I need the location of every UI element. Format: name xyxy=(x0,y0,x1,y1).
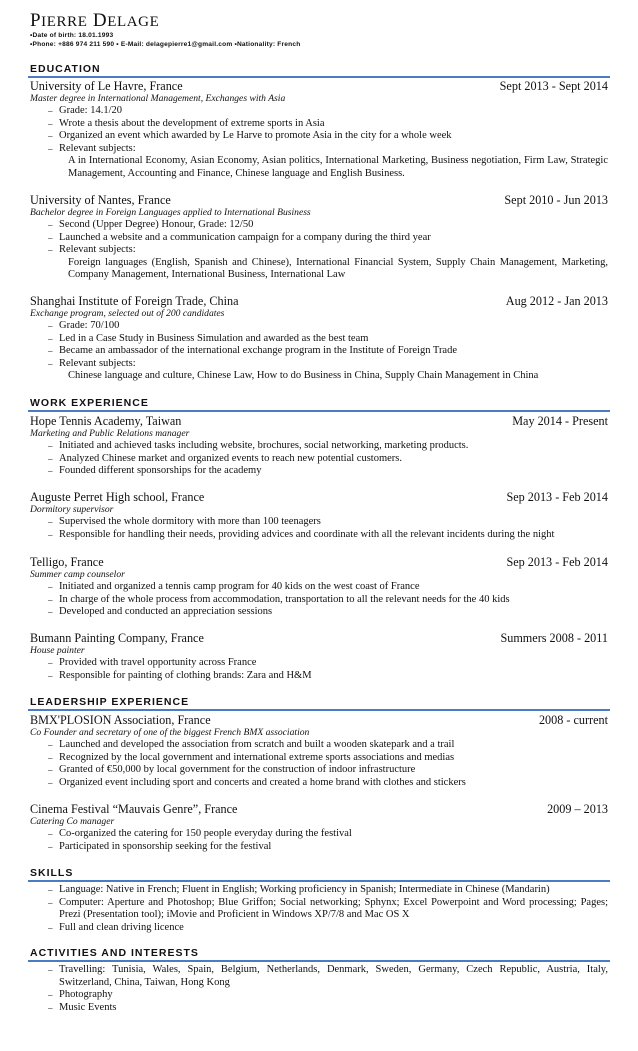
bullet-item: – Recognized by the local government and international extreme sports associations and medias xyxy=(48,752,608,765)
org-name: Bumann Painting Company, France xyxy=(30,631,204,645)
candidate-name xyxy=(30,10,159,33)
date-range: Aug 2012 - Jan 2013 xyxy=(505,294,608,308)
education-entry-2 xyxy=(30,194,608,282)
bullet-item: – Organized event including sport and concerts and created a home brand with clothes and stickers xyxy=(48,777,608,790)
org-name: University of Le Havre, France xyxy=(30,79,183,93)
bullet-item: – Relevant subjects: xyxy=(48,358,608,371)
bullet-item: – Became an ambassador of the international exchange program in the Institute of Foreign Trade xyxy=(48,345,608,358)
degree-title: Bachelor degree in Foreign Languages applied to International Business xyxy=(30,207,311,218)
date-range: Summers 2008 - 2011 xyxy=(500,631,608,645)
bullet-item: – Second (Upper Degree) Honour, Grade: 12/50 xyxy=(48,219,608,232)
section-rule xyxy=(28,410,610,412)
bullet-item: – Granted of €50,000 by local government for the construction of indoor infrastructure xyxy=(48,764,608,777)
bullet-item: – Relevant subjects: xyxy=(48,143,608,156)
date-range: 2008 - current xyxy=(538,713,608,727)
name-initial-last: D xyxy=(92,10,108,31)
bullet-item: – Responsible for painting of clothing brands: Zara and H&M xyxy=(48,670,608,683)
name-last-rest: ELAGE xyxy=(107,14,160,30)
section-rule xyxy=(28,960,610,962)
date-range: 2009 – 2013 xyxy=(547,802,608,816)
date-range: Sep 2013 - Feb 2014 xyxy=(506,555,608,569)
date-range: Sept 2010 - Jun 2013 xyxy=(504,193,608,207)
bullet-item: – Launched a website and a communication campaign for a company during the third year xyxy=(48,232,608,245)
activities-list xyxy=(30,964,608,1014)
bullet-item: – Wrote a thesis about the development of extreme sports in Asia xyxy=(48,118,608,131)
bullet-item: – Full and clean driving licence xyxy=(48,922,608,935)
job-title: Dormitory supervisor xyxy=(30,504,114,515)
section-rule xyxy=(28,76,610,78)
work-entry-4 xyxy=(30,632,608,682)
section-heading-education: EDUCATION xyxy=(30,63,101,75)
bullet-item: – Participated in sponsorship seeking for the festival xyxy=(48,841,608,854)
relevant-subjects: Foreign languages (English, Spanish and Chinese), International Financial System, Supply Chain Management, Marketing, Company Management, International Business, International Law xyxy=(68,256,608,281)
bullet-item: – Relevant subjects: xyxy=(48,244,608,257)
job-title: Marketing and Public Relations manager xyxy=(30,428,190,439)
bullet-item: – Language: Native in French; Fluent in English; Working proficiency in Spanish; Intermediate in Chinese (Mandarin) xyxy=(48,884,608,897)
date-range: May 2014 - Present xyxy=(512,414,608,428)
org-name: University of Nantes, France xyxy=(30,193,171,207)
program-title: Exchange program, selected out of 200 candidates xyxy=(30,308,225,319)
date-range: Sep 2013 - Feb 2014 xyxy=(506,490,608,504)
section-heading-skills: SKILLS xyxy=(30,867,74,879)
name-first-rest: IERRE xyxy=(41,14,88,30)
education-entry-3 xyxy=(30,295,608,383)
date-range: Sept 2013 - Sept 2014 xyxy=(499,79,608,93)
bullet-item: – Provided with travel opportunity across France xyxy=(48,657,608,670)
education-entry-1 xyxy=(30,80,608,181)
birth-date-line: •Date of birth: 18.01.1993 xyxy=(30,32,114,39)
section-heading-leadership: LEADERSHIP EXPERIENCE xyxy=(30,696,190,708)
org-name: Hope Tennis Academy, Taiwan xyxy=(30,414,182,428)
org-name: Cinema Festival “Mauvais Genre”, France xyxy=(30,802,238,816)
bullet-item: – Launched and developed the association from scratch and built a wooden skatepark and a trail xyxy=(48,739,608,752)
bullet-item: – Founded different sponsorships for the academy xyxy=(48,465,608,478)
work-entry-3 xyxy=(30,556,608,619)
role-title: Co Founder and secretary of one of the biggest French BMX association xyxy=(30,727,310,738)
section-heading-work: WORK EXPERIENCE xyxy=(30,397,149,409)
bullet-item: – In charge of the whole process from accommodation, transportation to all the relevant needs for the 40 kids xyxy=(48,594,608,607)
contact-line: •Phone: +886 974 211 590 • E-Mail: delagepierre1@gmail.com •Nationality: French xyxy=(30,41,301,48)
section-rule xyxy=(28,880,610,882)
bullet-item: – Computer: Aperture and Photoshop; Blue Griffon; Social networking; Sphynx; Excel Powerpoint and Word processing; Pages; Prezi (Presentation tool); iMovie and Proficient in Windows XP/7/8 and Mac OS X xyxy=(48,897,608,922)
section-heading-activities: ACTIVITIES AND INTERESTS xyxy=(30,947,199,959)
bullet-item: – Photography xyxy=(48,989,608,1002)
bullet-item: – Supervised the whole dormitory with more than 100 teenagers xyxy=(48,516,608,529)
work-entry-1 xyxy=(30,415,608,478)
bullet-item: – Travelling: Tunisia, Wales, Spain, Belgium, Netherlands, Denmark, Sweden, Germany, Czech Republic, Austria, Italy, Switzerland, China, Taiwan, Hong Kong xyxy=(48,964,608,989)
org-name: Auguste Perret High school, France xyxy=(30,490,205,504)
bullet-item: – Initiated and achieved tasks including website, brochures, social networking, marketing products. xyxy=(48,440,608,453)
bullet-item: – Analyzed Chinese market and organized events to reach new potential customers. xyxy=(48,453,608,466)
job-title: House painter xyxy=(30,645,85,656)
relevant-subjects: Chinese language and culture, Chinese Law, How to do Business in China, Supply Chain Management in China xyxy=(68,370,539,382)
skills-list xyxy=(30,884,608,934)
degree-title: Master degree in International Management, Exchanges with Asia xyxy=(30,93,286,104)
bullet-item: – Developed and conducted an appreciation sessions xyxy=(48,606,608,619)
relevant-subjects: A in International Economy, Asian Economy, Asian politics, International Marketing, Business negotiation, Firm Law, Strategic Management, Accounting and Finance, Chinese language and English Business. xyxy=(68,155,608,179)
bullet-item: – Co-organized the catering for 150 people everyday during the festival xyxy=(48,828,608,841)
bullet-item: – Initiated and organized a tennis camp program for 40 kids on the west coast of France xyxy=(48,581,608,594)
bullet-item: – Responsible for handling their needs, providing advices and coordinate with all the relevant incidents during the night xyxy=(48,529,608,542)
bullet-item: – Grade: 14.1/20 xyxy=(48,105,608,118)
org-name: Shanghai Institute of Foreign Trade, China xyxy=(30,294,239,308)
bullet-item: – Organized an event which awarded by Le Harve to promote Asia in the city for a whole week xyxy=(48,130,608,143)
section-rule xyxy=(28,709,610,711)
role-title: Catering Co manager xyxy=(30,816,115,827)
org-name: BMX'PLOSION Association, France xyxy=(30,713,211,727)
work-entry-2 xyxy=(30,491,608,541)
name-initial-first: P xyxy=(30,10,42,31)
bullet-item: – Led in a Case Study in Business Simulation and awarded as the best team xyxy=(48,333,608,346)
bullet-item: – Music Events xyxy=(48,1002,608,1015)
job-title: Summer camp counselor xyxy=(30,569,125,580)
leadership-entry-1 xyxy=(30,714,608,789)
org-name: Telligo, France xyxy=(30,555,104,569)
leadership-entry-2 xyxy=(30,803,608,853)
bullet-item: – Grade: 70/100 xyxy=(48,320,608,333)
